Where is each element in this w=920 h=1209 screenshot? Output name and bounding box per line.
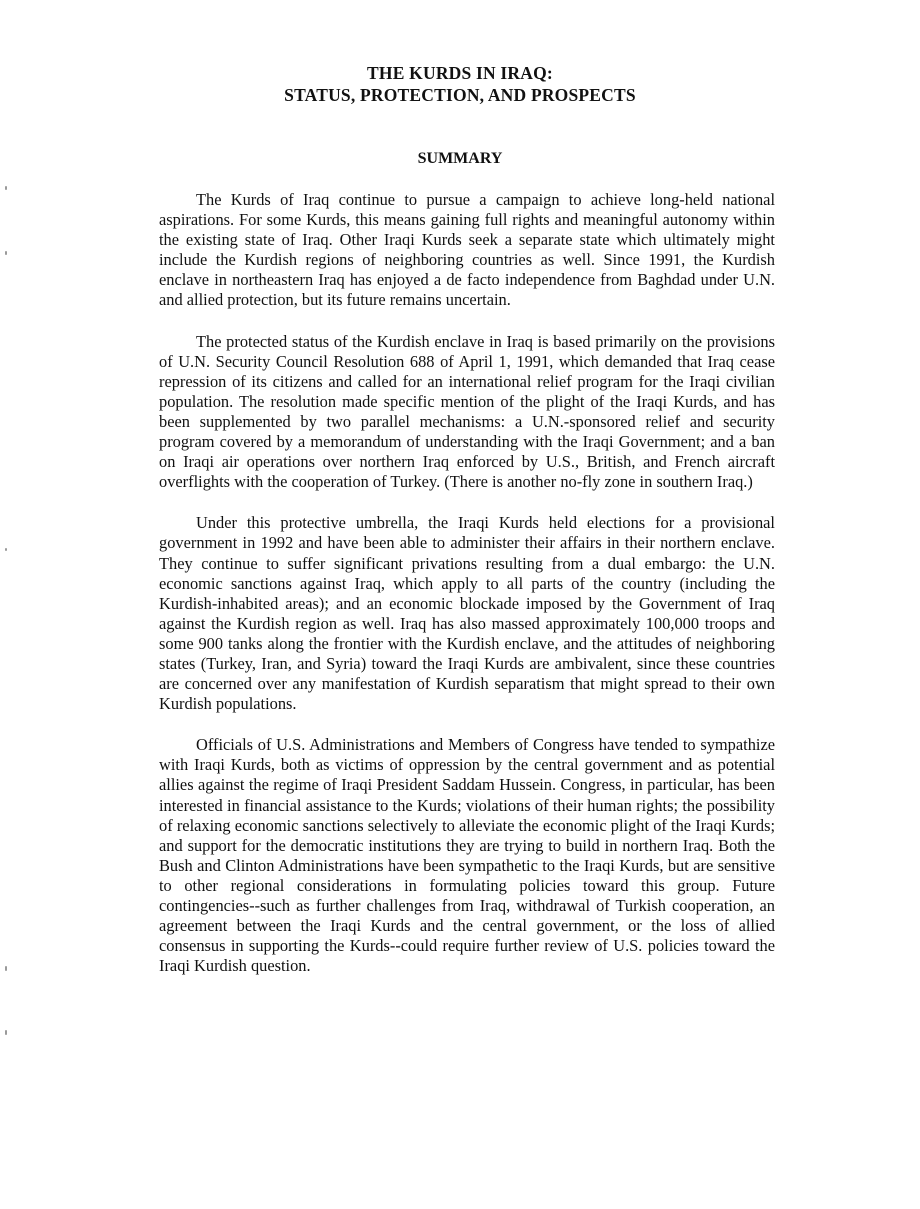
title-line-1: THE KURDS IN IRAQ:: [367, 63, 553, 83]
section-heading-summary: SUMMARY: [417, 150, 503, 167]
document-title: [0, 62, 920, 106]
scan-artifact-mark: [5, 251, 7, 255]
scan-artifact-mark: [5, 1030, 7, 1035]
paragraph-3: Under this protective umbrella, the Iraqi Kurds held elections for a provisional government in 1992 and have been able to administer their affairs in their northern enclave. They continue to suffer significant privations resulting from a dual embargo: the U.N. economic sanctions against Iraq, which apply to all parts of the country (including the Kurdish-inhabited areas); and an economic blockade imposed by the Government of Iraq against the Kurdish region as well. Iraq has also massed approximately 100,000 troops and some 900 tanks along the frontier with the Kurdish enclave, and the attitudes of neighboring states (Turkey, Iran, and Syria) toward the Iraqi Kurds are ambivalent, since these countries are concerned over any manifestation of Kurdish separatism that might spread to their own Kurdish populations.: [159, 513, 775, 714]
paragraph-4: Officials of U.S. Administrations and Members of Congress have tended to sympathize with Iraqi Kurds, both as victims of oppression by the central government and as potential allies against the regime of Iraqi President Saddam Hussein. Congress, in particular, has been interested in financial assistance to the Kurds; violations of their human rights; the possibility of relaxing economic sanctions selectively to alleviate the economic plight of the Iraqi Kurds; and support for the democratic institutions they are trying to build in northern Iraq. Both the Bush and Clinton Administrations have been sympathetic to the Iraqi Kurds, but are sensitive to other regional considerations in formulating policies toward this group. Future contingencies--such as further challenges from Iraq, withdrawal of Turkish cooperation, an agreement between the Iraqi Kurds and the central government, or the loss of allied consensus in supporting the Kurds--could require further review of U.S. policies toward the Iraqi Kurdish question.: [159, 735, 775, 976]
scan-artifact-mark: [5, 186, 7, 190]
scan-artifact-mark: [5, 966, 7, 971]
paragraph-2: The protected status of the Kurdish enclave in Iraq is based primarily on the provisions of U.N. Security Council Resolution 688 of April 1, 1991, which demanded that Iraq cease repression of its citizens and called for an international relief program for the Iraqi civilian population. The resolution made specific mention of the plight of the Iraqi Kurds, and has been supplemented by two parallel mechanisms: a U.N.-sponsored relief and security program covered by a memorandum of understanding with the Iraqi Government; and a ban on Iraqi air operations over northern Iraq enforced by U.S., British, and French aircraft overflights with the cooperation of Turkey. (There is another no-fly zone in southern Iraq.): [159, 331, 775, 492]
scan-artifact-mark: [5, 548, 7, 551]
summary-body: [159, 190, 775, 997]
title-line-2: STATUS, PROTECTION, AND PROSPECTS: [284, 85, 636, 105]
paragraph-1: The Kurds of Iraq continue to pursue a campaign to achieve long-held national aspirations. For some Kurds, this means gaining full rights and meaningful autonomy within the existing state of Iraq. Other Iraqi Kurds seek a separate state which ultimately might include the Kurdish regions of neighboring countries as well. Since 1991, the Kurdish enclave in northeastern Iraq has enjoyed a de facto independence from Baghdad under U.N. and allied protection, but its future remains uncertain.: [159, 190, 775, 310]
